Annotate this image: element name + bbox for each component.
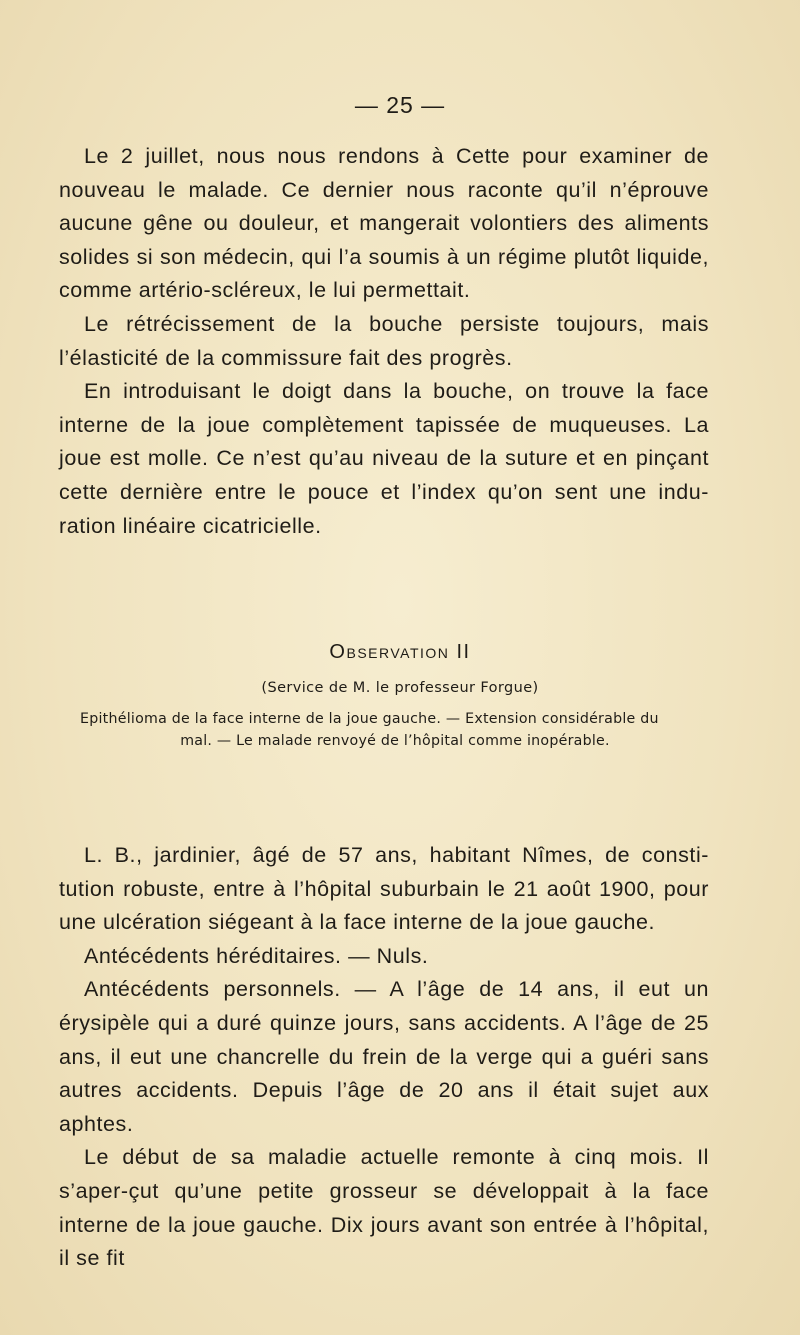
section-continuation (59, 140, 709, 543)
paragraph: Le rétrécissement de la bouche persiste toujours, mais l’élasticité de la commissure fait des progrès. (59, 311, 709, 370)
summary-line: mal. — Le malade renvoyé de l’hôpital comme inopérable. (180, 733, 610, 749)
paragraph: Antécédents personnels. — A l’âge de 14 ans, il eut un érysipèle qui a duré quinze jours, sans accidents. A l’âge de 25 ans, il eut une chancrelle du frein de la verge qui a guéri sans autres accidents. Depuis l’âge de 20 ans il était sujet aux aphtes. (59, 977, 709, 1136)
paragraph: Antécédents héréditaires. — Nuls. (84, 943, 429, 968)
observation-service: (Service de M. le professeur Forgue) (261, 680, 539, 696)
paragraph: Le 2 juillet, nous nous rendons à Cette pour examiner de nouveau le malade. Ce dernier nous raconte qu’il n’éprouve aucune gêne ou douleur, et mangerait volontiers des aliments solides si son médecin, qui l’a soumis à un régime plutôt liquide, comme artério-scléreux, le lui permettait. (59, 144, 709, 303)
paragraph: En introduisant le doigt dans la bouche, on trouve la face interne de la joue complètement tapissée de muqueuses. La joue est molle. Ce n’est qu’au niveau de la suture et en pinçant cette dernière entre le pouce et l’index qu’on sent une indu-ration linéaire cicatricielle. (59, 379, 709, 538)
summary-line: Epithélioma de la face interne de la joue gauche. — Extension considérable du (80, 711, 659, 727)
paragraph: Le début de sa maladie actuelle remonte à cinq mois. Il s’aper-çut qu’une petite grosseur se développait à la face interne de la joue gauche. Dix jours avant son entrée à l’hôpital, il se fit (59, 1145, 709, 1271)
page-number: — 25 — (354, 92, 446, 118)
paragraph: L. B., jardinier, âgé de 57 ans, habitant Nîmes, de consti-tution robuste, entre à l’hôpital suburbain le 21 août 1900, pour une ulcération siégeant à la face interne de la joue gauche. (59, 843, 709, 935)
observation-body (59, 839, 709, 1276)
observation-summary (80, 708, 710, 752)
observation-title: Observation II (329, 641, 471, 663)
